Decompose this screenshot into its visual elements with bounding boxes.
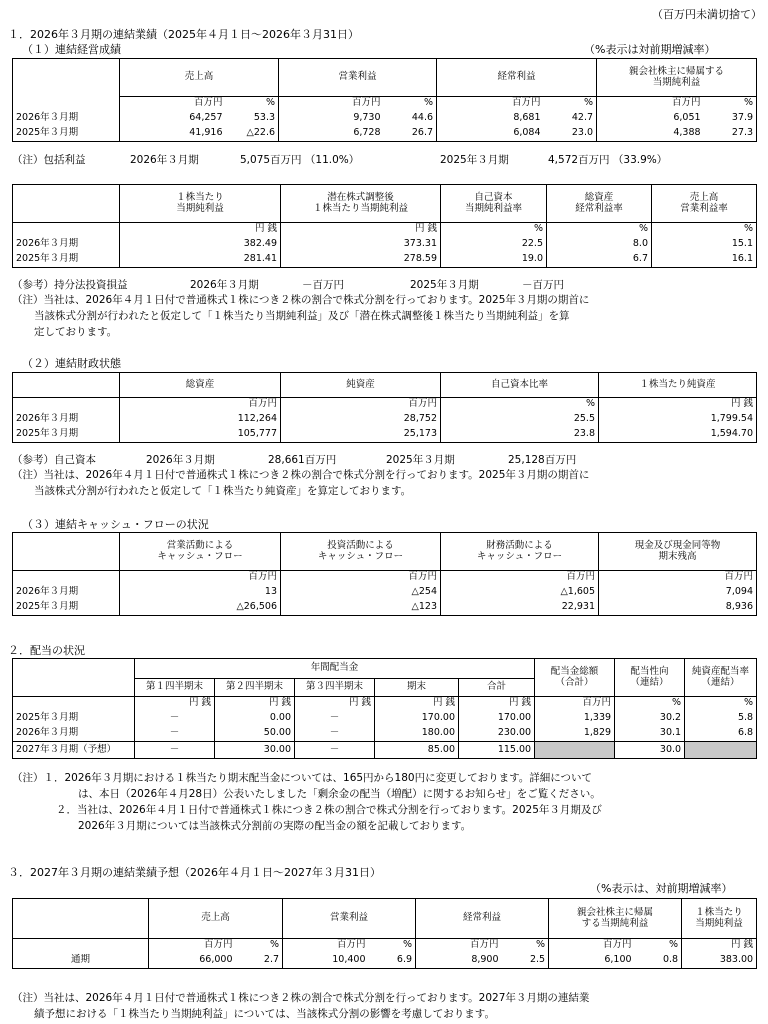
comp-income-label: （注）包括利益 [12, 154, 86, 166]
ref-equity-v2: 25,128百万円 [508, 454, 577, 466]
ref-equity-v1: 28,661百万円 [268, 454, 337, 466]
unit: % [236, 939, 283, 953]
table-row [13, 585, 757, 600]
cell: 112,264 [120, 412, 281, 427]
cell: 4,388 [597, 126, 704, 142]
cell: 85.00 [375, 742, 459, 759]
cell: 382.49 [120, 237, 281, 252]
cell: 2.5 [502, 953, 549, 969]
cell: 66,000 [149, 953, 236, 969]
cell-shaded [685, 742, 757, 759]
unit: 円 銭 [599, 398, 757, 412]
cell: 8.0 [547, 237, 652, 252]
header-blank [13, 185, 120, 223]
cell: － [135, 742, 215, 759]
forecast-table [12, 898, 757, 969]
unit: % [369, 939, 416, 953]
unit: 百万円 [120, 571, 281, 585]
results-table [12, 58, 757, 142]
cell: 6,051 [597, 111, 704, 126]
cell: △22.6 [226, 126, 279, 142]
row-label: 2026年３月期 [13, 726, 135, 742]
dividend-table [12, 658, 757, 759]
unit: 円 銭 [215, 697, 295, 711]
cell: 23.0 [544, 126, 597, 142]
unit: 百万円 [120, 398, 281, 412]
cell: 27.3 [704, 126, 757, 142]
cell: 30.0 [615, 742, 685, 759]
section-1-pct-note: （%表示は対前期増減率） [584, 43, 716, 56]
cell: 6.7 [547, 252, 652, 268]
header-bps: １株当たり純資産 [599, 373, 757, 398]
section-2-title: ２．配当の状況 [8, 644, 85, 657]
cell: △1,605 [441, 585, 599, 600]
cell: 22,931 [441, 600, 599, 616]
header-blank [13, 899, 149, 939]
header-total-assets: 総資産 [120, 373, 281, 398]
row-label: 2025年３月期 [13, 600, 120, 616]
cell: 115.00 [459, 742, 535, 759]
cell: 23.8 [441, 427, 599, 443]
cell: 1,594.70 [599, 427, 757, 443]
header-op-margin: 売上高 営業利益率 [652, 185, 757, 223]
cell: 1,799.54 [599, 412, 757, 427]
cell: 28,752 [281, 412, 441, 427]
unit: % [226, 97, 279, 111]
cell: 41,916 [120, 126, 226, 142]
row-label: 通期 [13, 953, 149, 969]
cell: 6.8 [685, 726, 757, 742]
header-net-income: 親会社株主に帰属 する当期純利益 [549, 899, 682, 939]
cell: － [135, 726, 215, 742]
unit: % [547, 223, 652, 237]
header-doe: 純資産配当率 （連結） [685, 659, 757, 697]
section-3-title: ３．2027年３月期の連結業績予想（2026年４月１日～2027年３月31日） [8, 866, 381, 879]
cell: 25.5 [441, 412, 599, 427]
cell: 30.1 [615, 726, 685, 742]
note-dividends: （注）１．2026年３月期における１株当たり期末配当金については、165円から180円に変更しております。詳細について は、本日（2026年４月28日）公表いたしました「剰余金の配当（増配）に関するお知らせ」をご覧ください。 ２．当社は、2026年４月１日付で普通株式１株につき２株の割合で株式分割を行っております。2025年３月期及び 2026年３月期については当該株式分割前の実際の配当金の額を記載しております。 [12, 772, 602, 832]
comp-income-v2: 4,572百万円 （33.9%） [548, 154, 668, 166]
comp-income-v1: 5,075百万円 （11.0%） [240, 154, 360, 166]
header-ord-income: 経常利益 [416, 899, 549, 939]
cell: 16.1 [652, 252, 757, 268]
cell: 44.6 [384, 111, 437, 126]
unit-blank [13, 571, 120, 585]
ref-equity-method-p1: 2026年３月期 [190, 279, 259, 291]
unit: % [502, 939, 549, 953]
unit: 百万円 [549, 939, 635, 953]
unit: % [441, 223, 547, 237]
row-label: 2025年３月期 [13, 126, 120, 142]
ref-equity-method-v1: －百万円 [302, 279, 344, 291]
header-investing-cf: 投資活動による キャッシュ・フロー [281, 533, 441, 571]
unit: 百万円 [281, 398, 441, 412]
cell: 5.8 [685, 711, 757, 726]
unit: 百万円 [441, 571, 599, 585]
cell: 42.7 [544, 111, 597, 126]
section-1-sub2: （２）連結財政状態 [22, 357, 121, 370]
header-q3: 第３四半期末 [295, 679, 375, 697]
ref-equity-p2: 2025年３月期 [386, 454, 455, 466]
row-label: 2026年３月期 [13, 585, 120, 600]
cell: 230.00 [459, 726, 535, 742]
cell: △26,506 [120, 600, 281, 616]
header-blank [13, 373, 120, 398]
unit: % [441, 398, 599, 412]
cell: － [295, 711, 375, 726]
header-q1: 第１四半期末 [135, 679, 215, 697]
unit: 百万円 [597, 97, 704, 111]
cell: △254 [281, 585, 441, 600]
unit: 百万円 [279, 97, 384, 111]
cell: 383.00 [682, 953, 757, 969]
cell: 180.00 [375, 726, 459, 742]
unit-blank [13, 97, 120, 111]
unit: % [384, 97, 437, 111]
note-bps-split: （注）当社は、2026年４月１日付で普通株式１株につき２株の割合で株式分割を行っております。2025年３月期の期首に 当該株式分割が行われたと仮定して「１株当たり純資産」を算定しております。 [12, 469, 590, 497]
table-row [13, 427, 757, 443]
unit: % [685, 697, 757, 711]
header-sales: 売上高 [149, 899, 283, 939]
header-blank [13, 659, 135, 697]
cashflow-table [12, 532, 757, 616]
header-operating-cf: 営業活動による キャッシュ・フロー [120, 533, 281, 571]
unit: 円 銭 [375, 697, 459, 711]
header-roe: 自己資本 当期純利益率 [441, 185, 547, 223]
table-row [13, 600, 757, 616]
unit: 百万円 [120, 97, 226, 111]
ref-equity-label: （参考）自己資本 [12, 454, 96, 466]
cell: － [135, 711, 215, 726]
row-label: 2026年３月期 [13, 237, 120, 252]
header-annual-dividend: 年間配当金 [135, 659, 535, 679]
comp-income-p2: 2025年３月期 [440, 154, 509, 166]
cell: 50.00 [215, 726, 295, 742]
table-row [13, 237, 757, 252]
table-row [13, 252, 757, 268]
cell: 8,681 [437, 111, 544, 126]
cell: 64,257 [120, 111, 226, 126]
unit: 円 銭 [295, 697, 375, 711]
unit-blank [13, 697, 135, 711]
unit-blank [13, 939, 149, 953]
per-share-table [12, 184, 757, 268]
cell: 278.59 [281, 252, 441, 268]
cell: 6,084 [437, 126, 544, 142]
header-total-dividend: 配当金総額 （合計） [535, 659, 615, 697]
header-payout-ratio: 配当性向 （連結） [615, 659, 685, 697]
note-forecast: （注）当社は、2026年４月１日付で普通株式１株につき２株の割合で株式分割を行っております。2027年３月期の連結業 績予想における「１株当たり当期純利益」については、当該株式分割の影響を考慮しております。 [12, 992, 590, 1020]
header-equity-ratio: 自己資本比率 [441, 373, 599, 398]
cell: △123 [281, 600, 441, 616]
cell: 19.0 [441, 252, 547, 268]
row-label: 2026年３月期 [13, 412, 120, 427]
section-1-sub3: （３）連結キャッシュ・フローの状況 [22, 518, 209, 531]
unit: 円 銭 [120, 223, 281, 237]
cell: 6,100 [549, 953, 635, 969]
header-ord-income: 経常利益 [437, 59, 597, 97]
header-eps: １株当たり 当期純利益 [120, 185, 281, 223]
cell: 25,173 [281, 427, 441, 443]
ref-equity-method-label: （参考）持分法投資損益 [12, 279, 128, 291]
cell: 105,777 [120, 427, 281, 443]
cell: 30.2 [615, 711, 685, 726]
cell: 1,339 [535, 711, 615, 726]
cell: 373.31 [281, 237, 441, 252]
cell: 7,094 [599, 585, 757, 600]
unit: 百万円 [283, 939, 369, 953]
cell: 22.5 [441, 237, 547, 252]
unit: % [635, 939, 682, 953]
cell: 0.00 [215, 711, 295, 726]
header-total: 合計 [459, 679, 535, 697]
cell: 15.1 [652, 237, 757, 252]
unit: 百万円 [281, 571, 441, 585]
cell: 170.00 [375, 711, 459, 726]
ref-equity-method-v2: －百万円 [522, 279, 564, 291]
unit: 百万円 [149, 939, 236, 953]
table-row [13, 726, 757, 742]
header-diluted-eps: 潜在株式調整後 １株当たり当期純利益 [281, 185, 441, 223]
ref-equity-method-p2: 2025年３月期 [410, 279, 479, 291]
unit: % [544, 97, 597, 111]
row-label: 2026年３月期 [13, 111, 120, 126]
cell-shaded [535, 742, 615, 759]
header-eps: １株当たり 当期純利益 [682, 899, 757, 939]
cell: 30.00 [215, 742, 295, 759]
cell: 8,900 [416, 953, 502, 969]
unit-note: （百万円未満切捨て） [652, 8, 762, 21]
comp-income-p1: 2026年３月期 [130, 154, 199, 166]
cell: － [295, 742, 375, 759]
cell: 10,400 [283, 953, 369, 969]
cell: 26.7 [384, 126, 437, 142]
cell: 281.41 [120, 252, 281, 268]
unit: % [704, 97, 757, 111]
cell: － [295, 726, 375, 742]
header-op-income: 営業利益 [283, 899, 416, 939]
table-row [13, 126, 757, 142]
header-year-end: 期末 [375, 679, 459, 697]
table-row [13, 412, 757, 427]
cell: 53.3 [226, 111, 279, 126]
row-label: 2027年３月期（予想） [13, 742, 135, 759]
row-label: 2025年３月期 [13, 427, 120, 443]
section-3-pct-note: （%表示は、対前期増減率） [590, 882, 733, 895]
cell: 6,728 [279, 126, 384, 142]
header-sales: 売上高 [120, 59, 279, 97]
unit-blank [13, 223, 120, 237]
financial-position-table [12, 372, 757, 443]
header-net-assets: 純資産 [281, 373, 441, 398]
cell: 6.9 [369, 953, 416, 969]
unit: 円 銭 [459, 697, 535, 711]
cell: 1,829 [535, 726, 615, 742]
row-label: 2025年３月期 [13, 711, 135, 726]
unit: 百万円 [535, 697, 615, 711]
cell: 2.7 [236, 953, 283, 969]
header-net-income: 親会社株主に帰属する 当期純利益 [597, 59, 757, 97]
table-row [13, 953, 757, 969]
table-row [13, 711, 757, 726]
ref-equity-p1: 2026年３月期 [146, 454, 215, 466]
table-row [13, 111, 757, 126]
table-row [13, 742, 757, 759]
cell: 170.00 [459, 711, 535, 726]
row-label: 2025年３月期 [13, 252, 120, 268]
unit: 円 銭 [281, 223, 441, 237]
header-financing-cf: 財務活動による キャッシュ・フロー [441, 533, 599, 571]
header-roa: 総資産 経常利益率 [547, 185, 652, 223]
unit: 百万円 [599, 571, 757, 585]
cell: 37.9 [704, 111, 757, 126]
unit: 百万円 [437, 97, 544, 111]
section-1-title: １．2026年３月期の連結業績（2025年４月１日～2026年３月31日） [8, 28, 359, 41]
cell: 0.8 [635, 953, 682, 969]
header-blank [13, 533, 120, 571]
header-op-income: 営業利益 [279, 59, 437, 97]
unit: % [652, 223, 757, 237]
header-blank [13, 59, 120, 97]
cell: 8,936 [599, 600, 757, 616]
unit: % [615, 697, 685, 711]
unit-blank [13, 398, 120, 412]
header-q2: 第２四半期末 [215, 679, 295, 697]
unit: 円 銭 [135, 697, 215, 711]
unit: 百万円 [416, 939, 502, 953]
unit: 円 銭 [682, 939, 757, 953]
cell: 13 [120, 585, 281, 600]
cell: 9,730 [279, 111, 384, 126]
section-1-sub1: （１）連結経営成績 [22, 43, 121, 56]
header-cash-end: 現金及び現金同等物 期末残高 [599, 533, 757, 571]
note-eps-split: （注）当社は、2026年４月１日付で普通株式１株につき２株の割合で株式分割を行っております。2025年３月期の期首に 当該株式分割が行われたと仮定して「１株当たり当期純利益」及び「潜在株式調整後１株当たり当期純利益」を算 定しております。 [12, 294, 590, 338]
